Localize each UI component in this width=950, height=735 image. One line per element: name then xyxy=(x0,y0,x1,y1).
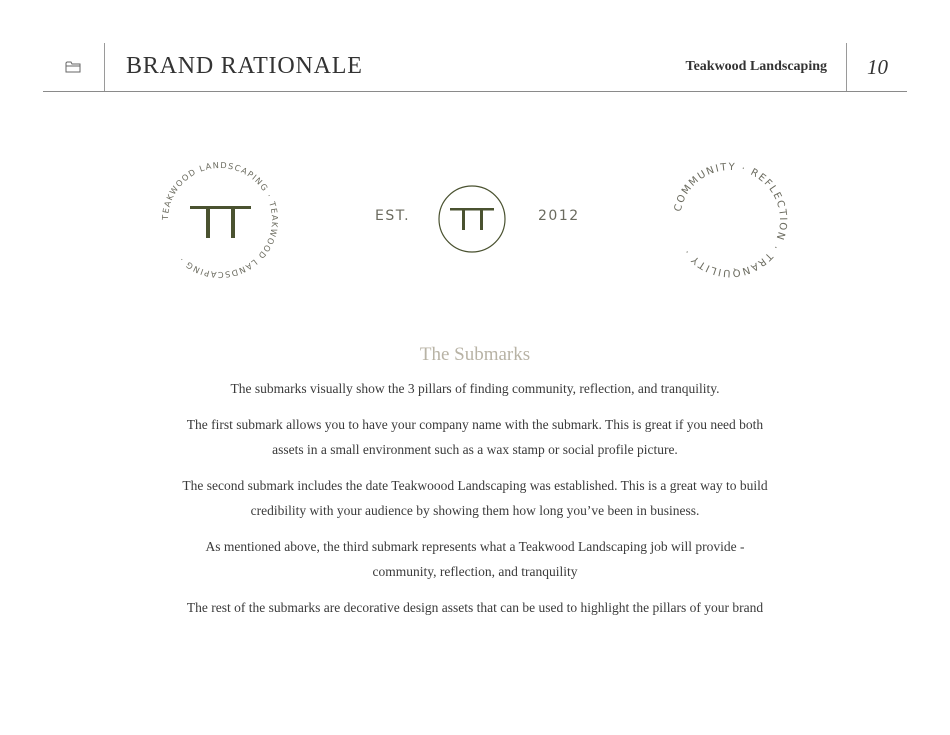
folder-icon[interactable] xyxy=(65,60,81,74)
tt-monogram-small xyxy=(450,208,494,230)
paragraph: The submarks visually show the 3 pillars of finding community, reflection, and tranquility. xyxy=(230,381,720,396)
paragraph: As mentioned above, the third submark represents what a Teakwood Landscaping job will provide - community, reflection, and tranquility xyxy=(205,539,745,579)
company-name: Teakwood Landscaping xyxy=(685,59,827,74)
page-number: 10 xyxy=(867,55,888,79)
section-body xyxy=(175,376,775,631)
page-title: BRAND RATIONALE xyxy=(126,53,363,79)
submark-pillars xyxy=(670,160,790,280)
paragraph: The rest of the submarks are decorative design assets that can be used to highlight the pillars of your brand xyxy=(186,600,764,615)
submark1-ring-text: TEAKWOOD LANDSCAPING · TEAKWOOD LANDSCAPING · xyxy=(160,160,280,280)
section-title: The Submarks xyxy=(419,344,531,365)
paragraph: The first submark allows you to have your company name with the submark. This is great if you need both assets in a small environment such as a wax stamp or social profile picture. xyxy=(186,417,764,457)
page-header xyxy=(43,43,907,92)
header-divider-right xyxy=(846,43,847,91)
est-year: 2012 xyxy=(538,208,580,224)
submark-established xyxy=(437,184,507,254)
submarks-row xyxy=(0,150,950,290)
header-divider-left xyxy=(104,43,105,91)
submark-company-name xyxy=(160,160,280,280)
paragraph: The second submark includes the date Teakwoood Landscaping was established. This is a great way to build credibility with your audience by showing them how long you’ve been in business. xyxy=(182,478,768,518)
est-label: EST. xyxy=(375,208,411,224)
submark3-ring-text: COMMUNITY · REFLECTION · TRANQUILITY · xyxy=(672,161,789,279)
tt-monogram xyxy=(190,206,251,238)
